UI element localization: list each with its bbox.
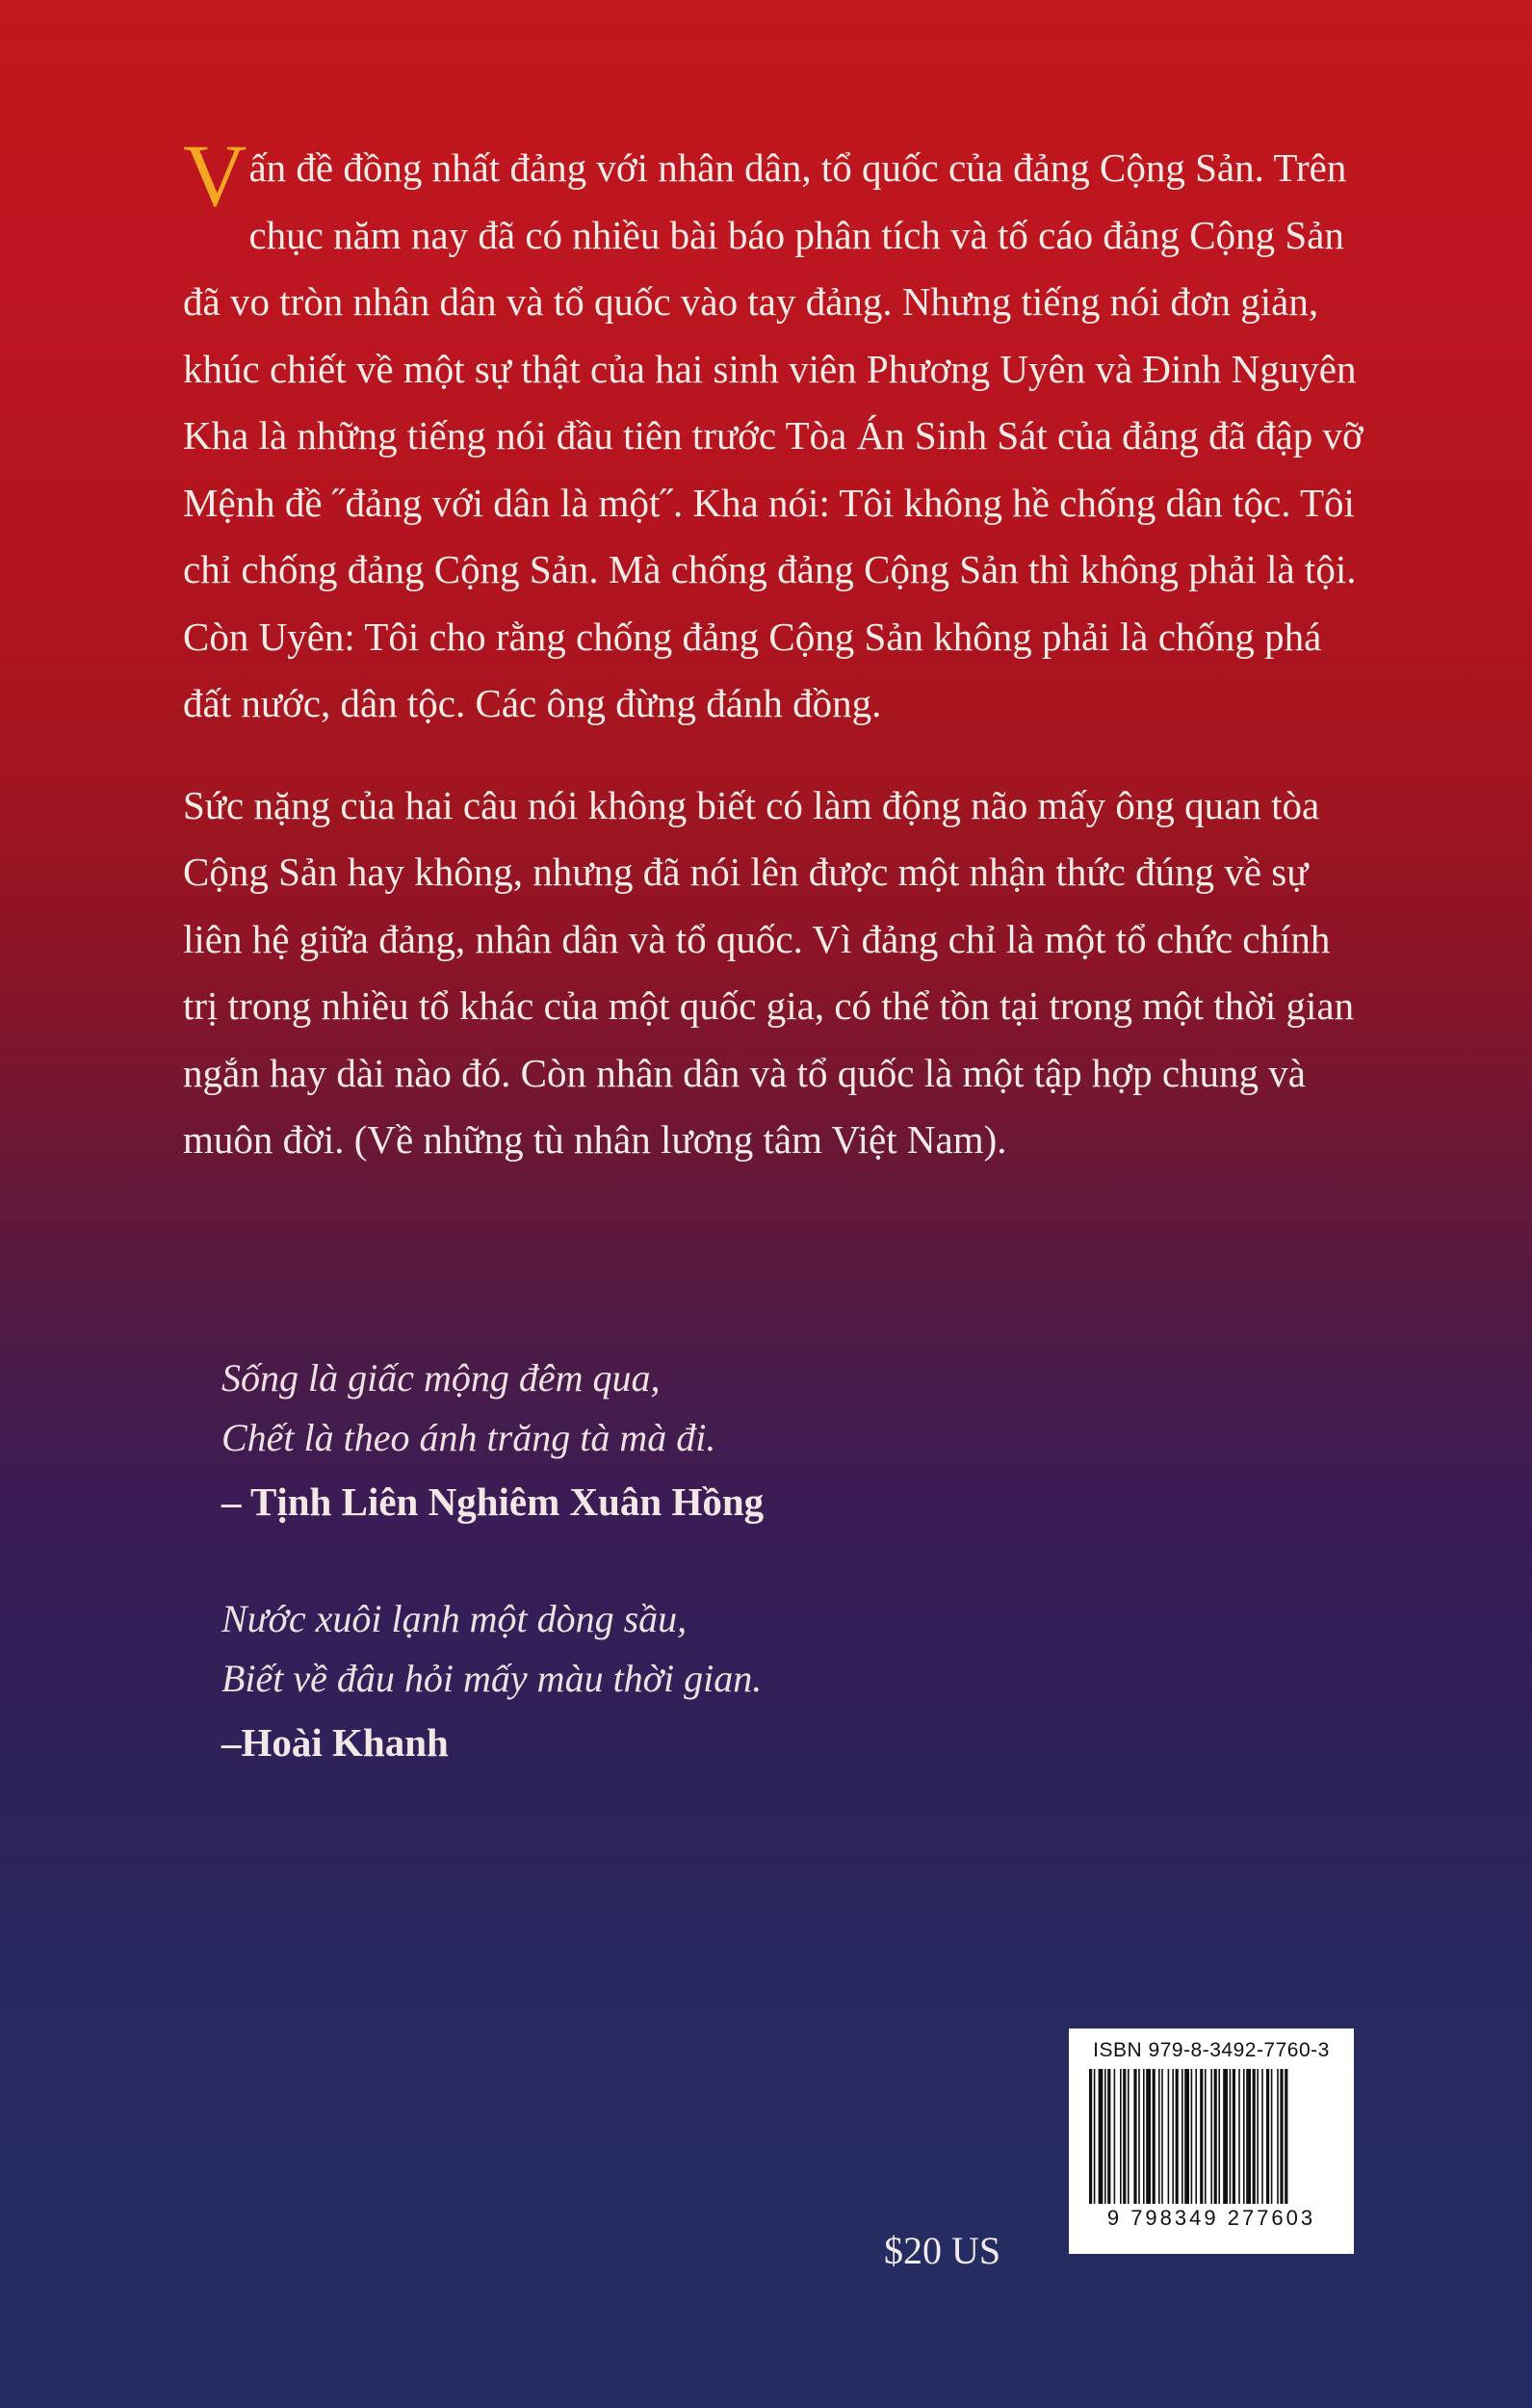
poem-line: Chết là theo ánh trăng tà mà đi. <box>221 1416 716 1459</box>
poem-quote-2 <box>221 1589 1088 1774</box>
blurb-paragraph-2 <box>183 772 1367 1174</box>
drop-cap: V <box>183 126 247 224</box>
blurb-paragraph-1 <box>183 126 1367 738</box>
blurb-text <box>183 126 1367 1174</box>
isbn-label: ISBN 979-8-3492-7760-3 <box>1093 2039 1330 2061</box>
isbn-digits: 9 798349 277603 <box>1106 2206 1316 2230</box>
poem-line: Nước xuôi lạnh một dòng sầu, <box>221 1597 688 1640</box>
poem-author: –Hoài Khanh <box>221 1720 449 1765</box>
price-label: $20 US <box>884 2229 1001 2272</box>
poem-line: Sống là giấc mộng đêm qua, <box>221 1356 661 1400</box>
poem-quote-1 <box>221 1348 1088 1533</box>
blurb-paragraph-2-text: Sức nặng của hai câu nói không biết có làm động não mấy ông quan tòa Cộng Sản hay không, nhưng đã nói lên được một nhận thức đúng về sự liên hệ giữa đảng, nhân dân và tổ quốc. Vì đảng chỉ là một tổ chức chính trị trong nhiều tổ khác của một quốc gia, có thể tồn tại trong một thời gian ngắn hay dài nào đó. Còn nhân dân và tổ quốc là một tập hợp chung và muôn đời. (Về những tù nhân lương tâm Việt Nam). <box>183 782 1355 1162</box>
isbn-barcode-box <box>1069 2028 1354 2254</box>
poem-quotes <box>221 1348 1088 1774</box>
blurb-paragraph-1-text: ấn đề đồng nhất đảng với nhân dân, tổ quốc của đảng Cộng Sản. Trên chục năm nay đã có nhiều bài báo phân tích và tố cáo đảng Cộng Sản đã vo tròn nhân dân và tổ quốc vào tay đảng. Nhưng tiếng nói đơn giản, khúc chiết về một sự thật của hai sinh viên Phương Uyên và Đinh Nguyên Kha là những tiếng nói đầu tiên trước Tòa Án Sinh Sát của đảng đã đập vỡ Mệnh đề ˝đảng với dân là một˝. Kha nói: Tôi không hề chống dân tộc. Tôi chỉ chống đảng Cộng Sản. Mà chống đảng Cộng Sản thì không phải là tội. Còn Uyên: Tôi cho rằng chống đảng Cộng Sản không phải là chống phá đất nước, dân tộc. Các ông đừng đánh đồng. <box>183 145 1363 725</box>
poem-author: – Tịnh Liên Nghiêm Xuân Hồng <box>221 1479 765 1524</box>
poem-line: Biết về đâu hỏi mấy màu thời gian. <box>221 1657 763 1700</box>
barcode-icon <box>1085 2069 1337 2204</box>
